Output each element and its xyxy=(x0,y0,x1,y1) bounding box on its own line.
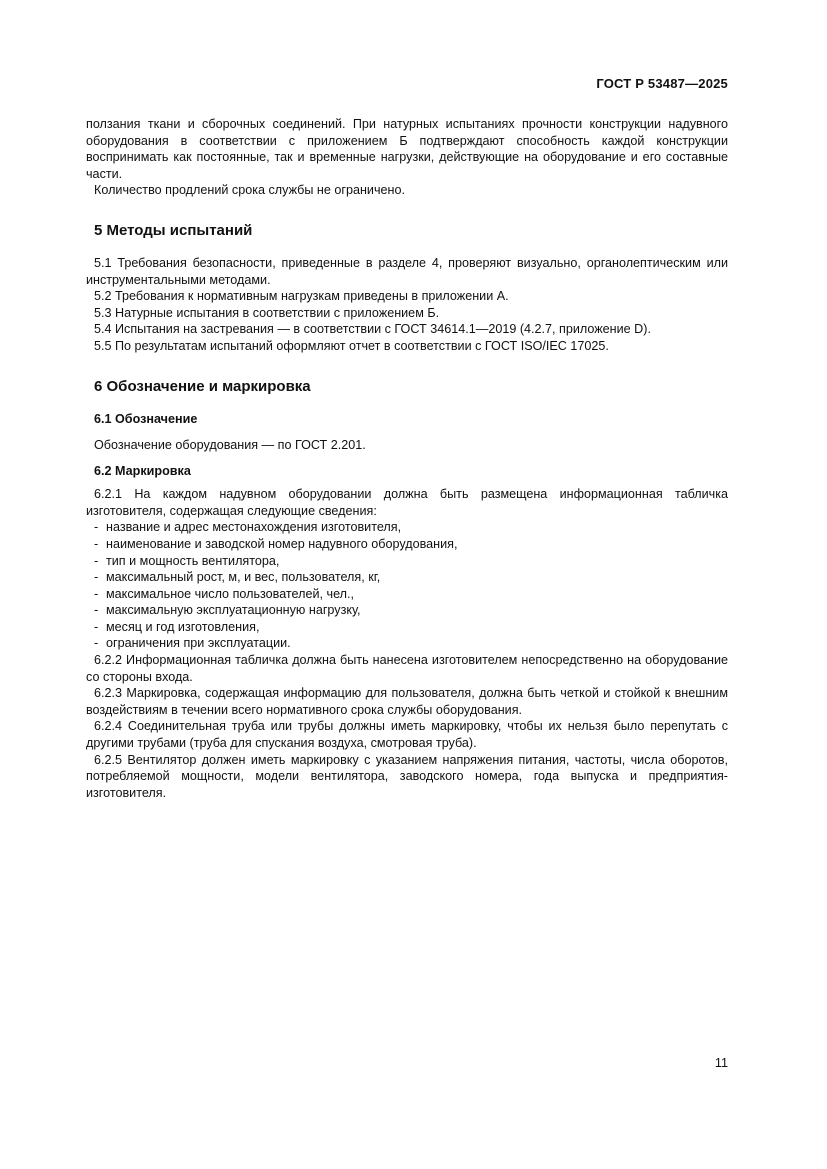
clause-5-3: 5.3 Натурные испытания в соответствии с приложением Б. xyxy=(94,305,440,320)
list-item: - максимальную эксплуатационную нагрузку, xyxy=(94,603,361,618)
list-dash: - xyxy=(94,553,99,568)
section-5-title: 5 Методы испытаний xyxy=(94,221,253,239)
clause-6-2-4: 6.2.4 Соединительная труба или трубы должны иметь маркировку, чтобы их нельзя было перепутать с другими трубами (труба для спускания воздуха, смотровая труба). xyxy=(86,719,728,751)
page-body xyxy=(86,116,728,801)
list-dash: - xyxy=(94,520,99,535)
list-item: - тип и мощность вентилятора, xyxy=(94,553,280,568)
list-item: - месяц и год изготовления, xyxy=(94,619,260,634)
document-header: ГОСТ Р 53487—2025 xyxy=(596,76,728,91)
clause-5-4: 5.4 Испытания на застревания — в соответствии с ГОСТ 34614.1—2019 (4.2.7, приложение D). xyxy=(94,322,651,337)
list-dash: - xyxy=(94,603,99,618)
intro-continuation: ползания ткани и сборочных соединений. При натурных испытаниях прочности конструкции надувного оборудования в соответствии с приложением Б подтверждают способность каждой конструкции воспринимать как постоянные, так и временные нагрузки, действующие на оборудование и его составные части. xyxy=(86,117,728,181)
clause-6-2-5: 6.2.5 Вентилятор должен иметь маркировку с указанием напряжения питания, частоты, числа оборотов, потребляемой мощности, модели вентилятора, заводского номера, года выпуска и предприятия-изготовителя. xyxy=(86,752,728,800)
subsection-6-2-title: 6.2 Маркировка xyxy=(94,464,191,479)
section-6-title: 6 Обозначение и маркировка xyxy=(94,377,311,395)
list-item: - максимальное число пользователей, чел., xyxy=(94,586,355,601)
list-dash: - xyxy=(94,619,99,634)
page-number: 11 xyxy=(714,1056,728,1070)
clause-5-5: 5.5 По результатам испытаний оформляют отчет в соответствии с ГОСТ ISO/IEC 17025. xyxy=(94,338,609,353)
list-dash: - xyxy=(94,570,99,585)
clause-6-2-1: 6.2.1 На каждом надувном оборудовании должна быть размещена информационная табличка изготовителя, содержащая следующие сведения: xyxy=(86,487,728,518)
clause-6-2-3: 6.2.3 Маркировка, содержащая информацию для пользователя, должна быть четкой и стойкой к внешним воздействиям в течении всего нормативного срока службы оборудования. xyxy=(86,686,728,717)
extensions-note: Количество продлений срока службы не ограничено. xyxy=(94,183,405,198)
clause-5-1: 5.1 Требования безопасности, приведенные в разделе 4, проверяют визуально, органолептическим или инструментальными методами. xyxy=(86,255,728,287)
clause-6-2-2: 6.2.2 Информационная табличка должна быть нанесена изготовителем непосредственно на оборудование со стороны входа. xyxy=(86,653,728,684)
list-dash: - xyxy=(94,586,99,601)
list-item: - ограничения при эксплуатации. xyxy=(94,636,291,651)
list-dash: - xyxy=(94,536,99,551)
clause-6-1-text: Обозначение оборудования — по ГОСТ 2.201. xyxy=(94,437,366,452)
subsection-6-1-title: 6.1 Обозначение xyxy=(94,411,198,426)
list-item: - название и адрес местонахождения изготовителя, xyxy=(94,520,402,535)
clause-5-2: 5.2 Требования к нормативным нагрузкам приведены в приложении А. xyxy=(94,289,509,304)
list-item: - наименование и заводской номер надувного оборудования, xyxy=(94,536,458,551)
list-dash: - xyxy=(94,636,99,651)
nameplate-info-list xyxy=(86,519,728,652)
list-item: - максимальный рост, м, и вес, пользователя, кг, xyxy=(94,570,381,585)
